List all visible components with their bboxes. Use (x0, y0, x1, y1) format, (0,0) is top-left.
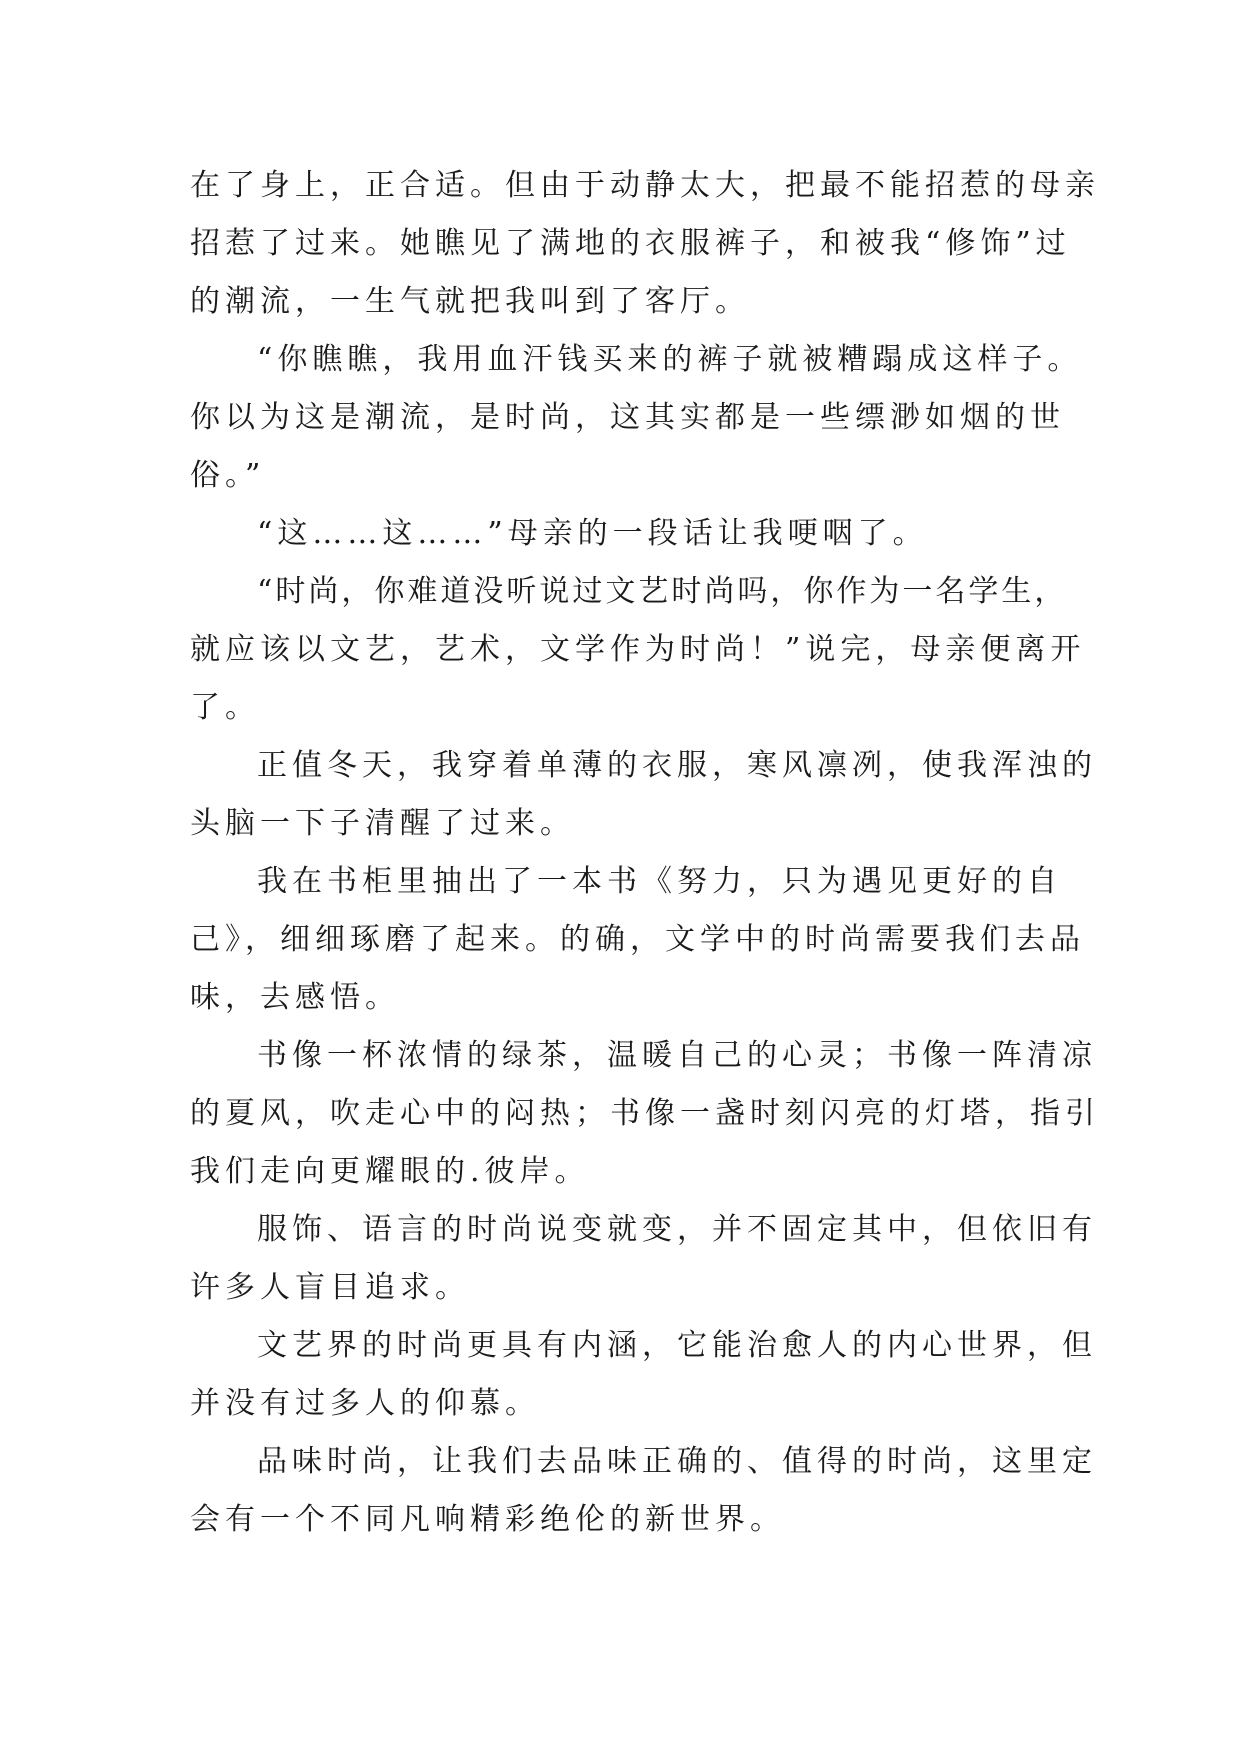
text-line: 你以为这是潮流，是时尚，这其实都是一些缥渺如烟的世 (190, 400, 1065, 435)
paragraph-first-line: 文艺界的时尚更具有内涵，它能治愈人的内心世界，但 (257, 1328, 1097, 1363)
text-line: 俗。” (190, 458, 266, 493)
text-line: 己》，细细琢磨了起来。的确，文学中的时尚需要我们去品 (190, 922, 1085, 957)
text-line: 头脑一下子清醒了过来。 (190, 806, 575, 841)
text-line: 就应该以文艺，艺术，文学作为时尚！”说完，母亲便离开 (190, 632, 1086, 667)
paragraph-first-line: 我在书柜里抽出了一本书《努力，只为遇见更好的自 (257, 864, 1062, 899)
paragraph-first-line: 正值冬天，我穿着单薄的衣服，寒风凛冽，使我浑浊的 (257, 748, 1097, 783)
text-line: 我们走向更耀眼的.彼岸。 (190, 1154, 590, 1189)
text-line: 了。 (190, 690, 260, 725)
text-line: 招惹了过来。她瞧见了满地的衣服裤子，和被我“修饰”过 (190, 226, 1071, 261)
text-line: 并没有过多人的仰慕。 (190, 1386, 540, 1421)
text-line: 许多人盲目追求。 (190, 1270, 470, 1305)
paragraph-first-line: “时尚，你难道没听说过文艺时尚吗，你作为一名学生， (257, 574, 1068, 609)
paragraph-first-line: 品味时尚，让我们去品味正确的、值得的时尚，这里定 (257, 1444, 1097, 1479)
text-line: 在了身上，正合适。但由于动静太大，把最不能招惹的母亲 (190, 168, 1100, 203)
paragraph-first-line: 服饰、语言的时尚说变就变，并不固定其中，但依旧有 (257, 1212, 1097, 1247)
paragraph-first-line: “你瞧瞧，我用血汗钱买来的裤子就被糟蹋成这样子。 (257, 342, 1083, 377)
text-line: 的夏风，吹走心中的闷热；书像一盏时刻闪亮的灯塔，指引 (190, 1096, 1100, 1131)
text-line: 的潮流，一生气就把我叫到了客厅。 (190, 284, 750, 319)
text-line: 会有一个不同凡响精彩绝伦的新世界。 (190, 1502, 785, 1537)
text-line: 味，去感悟。 (190, 980, 400, 1015)
paragraph-first-line: 书像一杯浓情的绿茶，温暖自己的心灵；书像一阵清凉 (257, 1038, 1097, 1073)
paragraph-first-line: “这……这……”母亲的一段话让我哽咽了。 (257, 516, 928, 551)
